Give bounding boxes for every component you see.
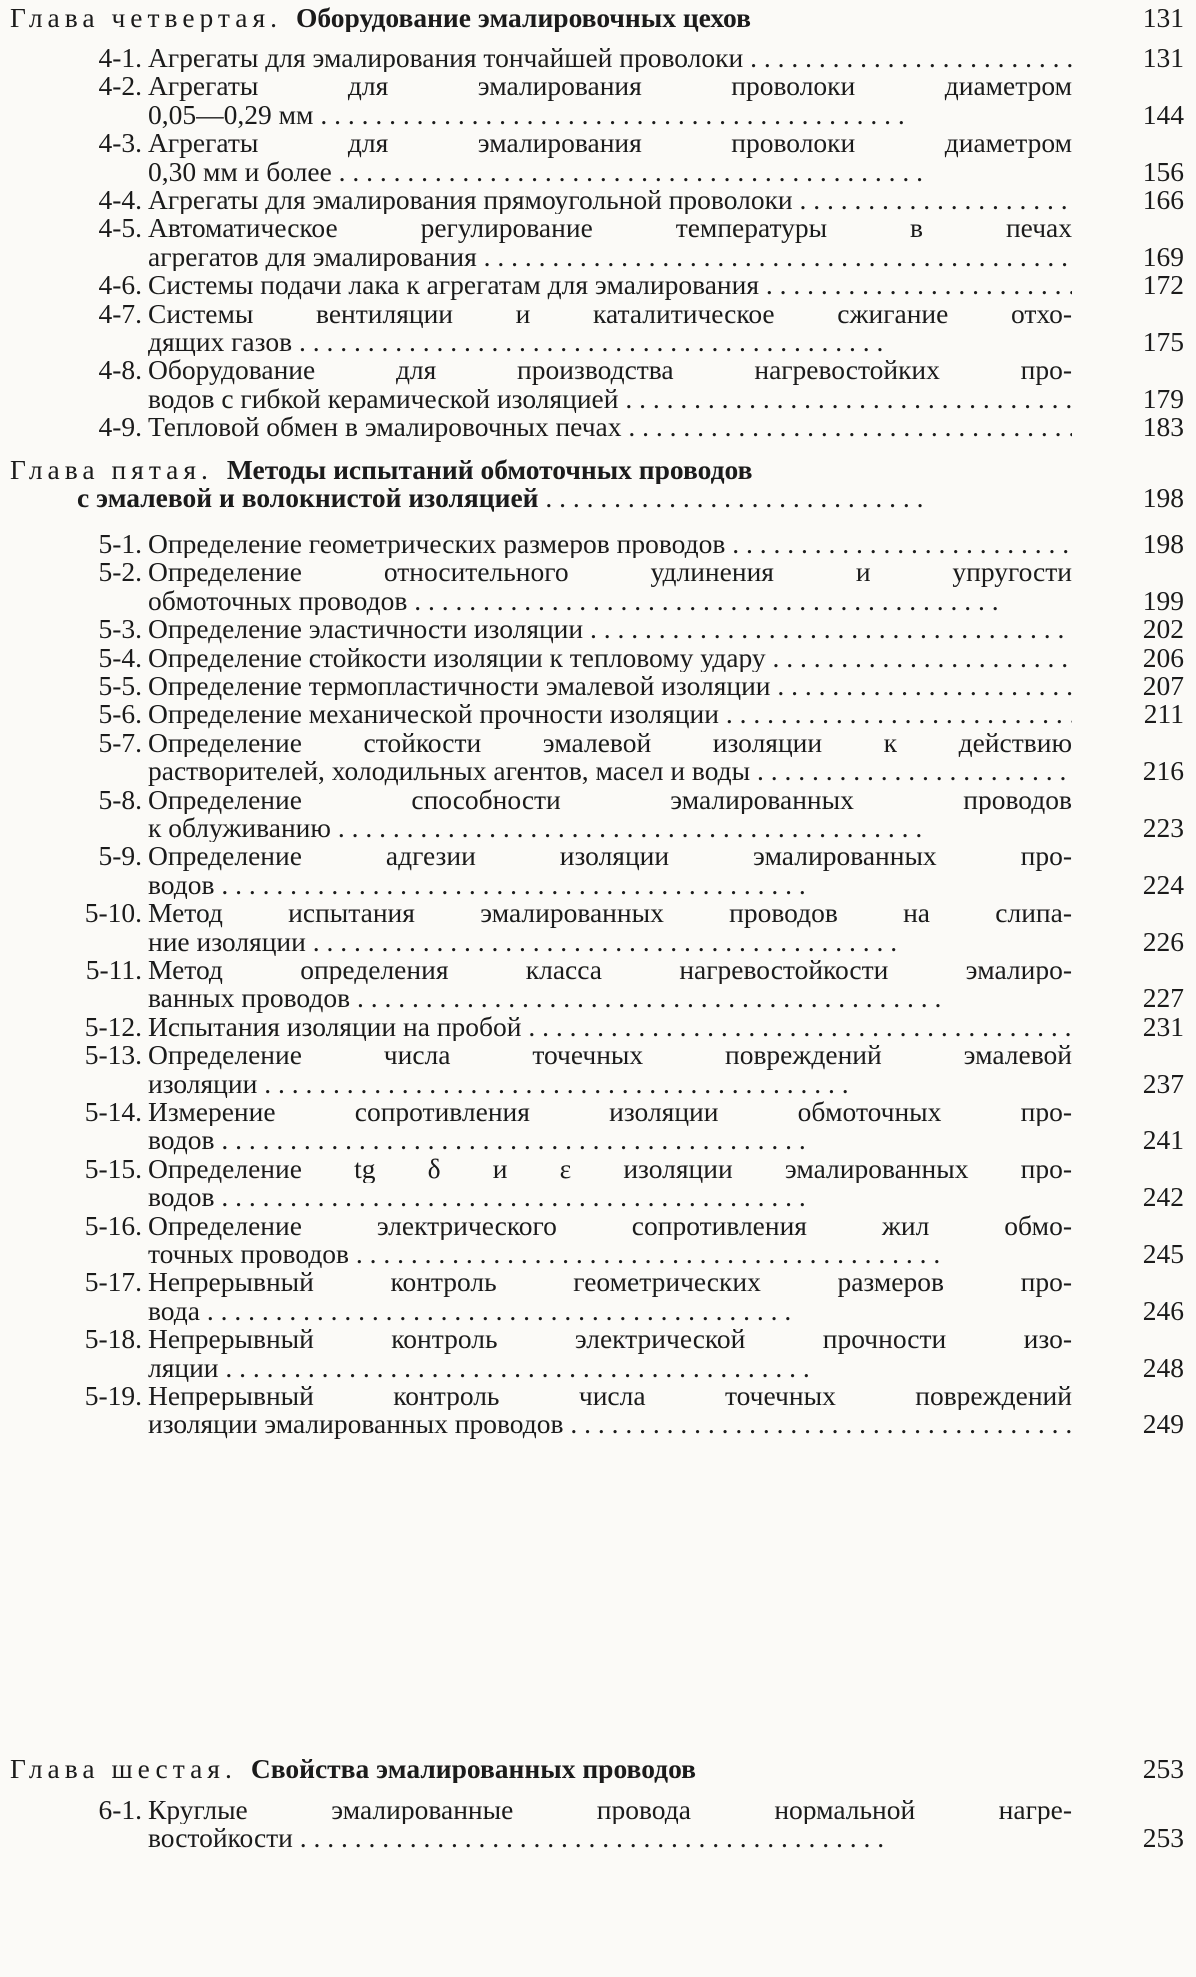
toc-entry (0, 558, 1196, 615)
section-title-text: Определение относительного удлинения и упругости (148, 558, 1072, 587)
section-title-text: Определение стойкости эмалевой изоляции к действию (148, 728, 1072, 758)
section-title-text: Определение термопластичности эмалевой изоляции (148, 672, 771, 701)
section-title-line (148, 1041, 1072, 1069)
section-number: 5-8. (98, 783, 142, 815)
section-number: 5-18. (84, 1323, 142, 1355)
section-number: 5-3. (98, 613, 142, 645)
chapter-heading (0, 1755, 1196, 1783)
section-title-text: Измерение сопротивления изоляции обмоточных про- (148, 1098, 1072, 1127)
section-title-line (148, 558, 1072, 586)
section-title-text: Метод определения класса нагревостойкости эмалиро- (148, 956, 1072, 985)
dot-leader (771, 672, 1072, 700)
chapter-page-number: 198 (1142, 482, 1184, 513)
section-title-text: Определение механической прочности изоляции (148, 700, 719, 729)
section-number: 5-13. (84, 1039, 142, 1071)
section-title-text: растворителей, холодильных агентов, масел и воды (148, 757, 751, 786)
toc-entry (0, 672, 1196, 700)
dot-leader (793, 186, 1072, 214)
chapter-heading-line (10, 4, 1072, 32)
section-title-text: водов (148, 1183, 215, 1212)
dot-leader (725, 530, 1072, 558)
section-title-text: изоляции эмалированных проводов (148, 1410, 564, 1439)
section-title-text: агрегатов для эмалирования (148, 242, 477, 272)
section-title-line (148, 413, 1072, 441)
dot-leader (766, 644, 1072, 672)
section-title-text: Испытания изоляции на пробой (148, 1012, 522, 1042)
chapter-title: Свойства эмалированных проводов (250, 1755, 696, 1784)
dot-leader (622, 413, 1073, 441)
dot-leader (618, 385, 1072, 413)
section-number: 5-15. (84, 1152, 142, 1184)
section-title-line (148, 729, 1072, 757)
section-title-line (148, 814, 1072, 842)
toc-entry (0, 1325, 1196, 1382)
section-number: 5-7. (98, 726, 142, 758)
section-page-number: 246 (1142, 1294, 1184, 1326)
toc-entry (0, 1268, 1196, 1325)
section-title-text: Непрерывный контроль геометрических размеров про- (148, 1268, 1072, 1297)
section-page-number: 211 (1143, 698, 1184, 730)
chapter-title: Оборудование эмалировочных цехов (296, 4, 751, 33)
section-title-text: Агрегаты для эмалирования проволоки диаметром (148, 72, 1072, 101)
section-title-text: Определение адгезии изоляции эмалированных про- (148, 842, 1072, 871)
toc-entry (0, 1796, 1196, 1853)
dot-leader (750, 757, 1072, 785)
section-number: 4-2. (98, 70, 142, 102)
dot-leader (583, 615, 1072, 643)
section-title-line (148, 530, 1072, 558)
dot-leader (743, 44, 1072, 72)
section-page-number: 156 (1142, 155, 1184, 187)
section-title-line (148, 1382, 1072, 1410)
section-title-text: Определение способности эмалированных проводов (148, 785, 1072, 814)
chapter-label: Глава шестая. (10, 1755, 237, 1784)
section-title-text: Метод испытания эмалированных проводов на слипа- (148, 899, 1072, 928)
section-title-text: Круглые эмалированные провода нормальной нагре- (148, 1796, 1072, 1825)
section-page-number: 249 (1142, 1408, 1184, 1440)
toc-entry (0, 1209, 1196, 1269)
toc-entry (0, 129, 1196, 186)
section-title-text: Определение tg δ и ε изоляции эмалированных про- (148, 1154, 1072, 1184)
section-title-line (148, 644, 1072, 672)
section-title-text: Определение числа точечных повреждений эмалевой (148, 1041, 1072, 1070)
section-number: 5-19. (84, 1380, 142, 1411)
section-number: 4-5. (98, 212, 142, 244)
section-number: 4-4. (98, 184, 142, 215)
section-title-text: обмоточных проводов (148, 586, 408, 616)
toc-entry (0, 186, 1196, 214)
section-title-text: вода (148, 1296, 200, 1326)
section-page-number: 237 (1142, 1067, 1184, 1099)
section-title-text: Определение геометрических размеров проводов (148, 530, 726, 559)
dot-leader (407, 587, 998, 615)
section-title-line (148, 1098, 1072, 1126)
dot-leader (306, 928, 897, 956)
section-page-number: 227 (1142, 982, 1184, 1014)
section-title-line (148, 786, 1072, 814)
toc-entry (0, 1152, 1196, 1213)
section-title-line (148, 158, 1072, 186)
chapter-title: Методы испытаний обмоточных проводов (226, 456, 753, 485)
section-title-line (148, 1824, 1072, 1852)
section-title-line (148, 214, 1072, 242)
section-title-line (148, 271, 1072, 299)
dot-leader (521, 1013, 1072, 1041)
section-title-text: Агрегаты для эмалирования проволоки диаметром (148, 129, 1072, 158)
section-title-line (148, 842, 1072, 870)
section-title-text: 0,30 мм и более (148, 157, 332, 186)
toc-entry (0, 413, 1196, 441)
section-title-line (148, 1212, 1072, 1240)
section-page-number: 231 (1142, 1010, 1184, 1042)
section-page-number: 245 (1142, 1237, 1184, 1269)
section-title-line (148, 328, 1072, 356)
chapter-page-number: 253 (1142, 1753, 1184, 1784)
dot-leader (293, 1824, 884, 1852)
section-number: 4-7. (98, 297, 142, 329)
section-title-line (148, 1297, 1072, 1325)
section-title-text: Определение стойкости изоляции к тепловому удару (148, 643, 766, 672)
toc-entry (0, 1041, 1196, 1098)
section-page-number: 179 (1142, 382, 1184, 414)
section-title-line (148, 1796, 1072, 1824)
section-title-line (148, 1325, 1072, 1353)
section-title-text: 0,05—0,29 мм (148, 100, 314, 130)
section-page-number: 169 (1142, 240, 1184, 272)
section-page-number: 226 (1142, 925, 1184, 957)
section-number: 4-9. (98, 411, 142, 443)
section-number: 5-6. (98, 698, 142, 730)
section-title-line (148, 587, 1072, 615)
section-number: 5-11. (85, 954, 142, 985)
toc-entry (0, 641, 1196, 673)
chapter-label: Глава пятая. (10, 456, 213, 485)
section-page-number: 144 (1142, 98, 1184, 130)
section-title-line (148, 1155, 1072, 1183)
toc-entry (0, 615, 1196, 643)
section-number: 4-8. (98, 354, 142, 386)
section-title-line (148, 1013, 1072, 1041)
section-title-line (148, 1240, 1072, 1268)
dot-leader (350, 984, 941, 1012)
section-page-number: 183 (1142, 411, 1184, 443)
section-title-text: Агрегаты для эмалирования тончайшей проволоки (148, 44, 744, 73)
section-title-line (148, 1354, 1072, 1382)
section-page-number: 253 (1142, 1822, 1184, 1854)
toc-entry (0, 1010, 1196, 1042)
dot-leader (563, 1410, 1072, 1438)
section-number: 5-4. (98, 641, 142, 673)
section-number: 5-1. (98, 528, 142, 559)
dot-leader (539, 484, 924, 512)
dot-leader (313, 101, 904, 129)
section-title-text: востойкости (148, 1824, 293, 1853)
toc-entry (0, 72, 1196, 129)
toc-entry (0, 956, 1196, 1013)
section-page-number: 199 (1142, 584, 1184, 616)
section-title-line (148, 1410, 1072, 1438)
section-title-text: Оборудование для производства нагревостойких про- (148, 356, 1072, 385)
section-title-text: Непрерывный контроль электрической прочности изо- (148, 1325, 1072, 1354)
dot-leader (759, 271, 1072, 299)
dot-leader (719, 700, 1072, 728)
section-title-line (148, 101, 1072, 129)
section-page-number: 131 (1142, 42, 1184, 73)
toc-entry (0, 700, 1196, 728)
section-title-text: ние изоляции (148, 927, 306, 956)
chapter-title-continued: с эмалевой и волокнистой изоляцией (77, 484, 539, 513)
section-page-number: 202 (1142, 613, 1184, 645)
section-title-text: Агрегаты для эмалирования прямоугольной проволоки (148, 186, 793, 215)
section-title-text: водов (148, 1126, 215, 1155)
dot-leader (214, 1126, 805, 1154)
section-title-text: точных проводов (148, 1239, 350, 1269)
dot-leader (292, 328, 883, 356)
dot-leader (331, 814, 922, 842)
section-number: 5-9. (98, 840, 142, 872)
chapter-heading-line (10, 456, 1072, 484)
section-page-number: 206 (1142, 641, 1184, 673)
section-title-line (148, 1070, 1072, 1098)
dot-leader (332, 158, 923, 186)
section-title-line (148, 1183, 1072, 1211)
section-title-text: Автоматическое регулирование температуры в печах (148, 214, 1072, 243)
section-title-line (148, 44, 1072, 72)
section-number: 4-3. (98, 127, 142, 159)
section-number: 5-10. (84, 897, 142, 929)
toc-entry (0, 44, 1196, 72)
section-page-number: 248 (1142, 1351, 1184, 1383)
dot-leader (477, 243, 1068, 271)
chapter-page-number: 131 (1142, 2, 1184, 33)
toc-entry (0, 356, 1196, 413)
dot-leader (214, 1183, 805, 1211)
section-title-text: Системы подачи лака к агрегатам для эмалирования (148, 271, 759, 300)
dot-leader (214, 871, 805, 899)
section-page-number: 172 (1142, 269, 1184, 301)
section-page-number: 175 (1142, 325, 1184, 357)
section-title-line (148, 984, 1072, 1012)
section-title-text: Тепловой обмен в эмалировочных печах (148, 413, 622, 442)
section-page-number: 224 (1142, 868, 1184, 900)
toc-entry (0, 214, 1196, 271)
section-number: 5-17. (84, 1266, 142, 1298)
section-title-line (148, 385, 1072, 413)
section-title-line (148, 871, 1072, 899)
section-number: 5-2. (98, 556, 142, 588)
section-title-line (148, 672, 1072, 700)
section-title-text: ванных проводов (148, 984, 351, 1013)
section-title-line (148, 186, 1072, 214)
section-title-text: водов (148, 870, 215, 900)
section-title-line (148, 757, 1072, 785)
section-title-line (148, 300, 1072, 328)
toc-entry (0, 271, 1196, 299)
toc-entry (0, 899, 1196, 956)
toc-entry (0, 842, 1196, 899)
section-title-line (148, 700, 1072, 728)
section-page-number: 207 (1142, 670, 1184, 701)
dot-leader (219, 1354, 810, 1382)
section-title-line (148, 129, 1072, 157)
section-number: 4-6. (98, 269, 142, 301)
toc-entry (0, 530, 1196, 558)
section-number: 5-12. (84, 1010, 142, 1042)
section-page-number: 166 (1142, 184, 1184, 215)
section-title-line (148, 615, 1072, 643)
section-title-line (148, 956, 1072, 984)
section-title-line (148, 899, 1072, 927)
section-number: 4-1. (98, 42, 142, 73)
section-number: 5-5. (98, 670, 142, 701)
section-number: 5-14. (84, 1096, 142, 1127)
section-title-text: дящих газов (148, 327, 293, 357)
section-title-line (148, 356, 1072, 384)
section-page-number: 216 (1142, 755, 1184, 787)
section-title-line (148, 928, 1072, 956)
chapter-heading (0, 456, 1196, 513)
section-page-number: 241 (1142, 1124, 1184, 1156)
toc-entry (0, 297, 1196, 357)
toc-entry (0, 726, 1196, 787)
dot-leader (349, 1240, 940, 1268)
section-title-text: изоляции (148, 1069, 258, 1098)
section-page-number: 198 (1142, 528, 1184, 559)
section-title-text: ляции (148, 1353, 219, 1382)
section-title-line (148, 243, 1072, 271)
chapter-label: Глава четвертая. (10, 4, 283, 33)
chapter-heading (0, 4, 1196, 32)
toc-entry (0, 783, 1196, 843)
section-title-text: Определение эластичности изоляции (148, 615, 584, 644)
section-title-line (148, 1268, 1072, 1296)
toc-entry (0, 1382, 1196, 1439)
section-title-text: Непрерывный контроль числа точечных повреждений (148, 1382, 1072, 1411)
section-title-line (148, 72, 1072, 100)
section-title-line (148, 1126, 1072, 1154)
section-number: 5-16. (84, 1209, 142, 1241)
section-title-text: водов с гибкой керамической изоляцией (148, 384, 619, 414)
chapter-heading-line (77, 484, 1072, 512)
dot-leader (200, 1297, 791, 1325)
section-page-number: 242 (1142, 1181, 1184, 1213)
section-title-text: Определение электрического сопротивления жил обмо- (148, 1211, 1072, 1240)
section-number: 6-1. (98, 1794, 142, 1825)
section-title-text: к облуживанию (148, 813, 331, 843)
toc-entry (0, 1098, 1196, 1155)
section-title-text: Системы вентиляции и каталитическое сжигание отхо- (148, 299, 1072, 328)
chapter-heading-line (10, 1755, 1072, 1783)
dot-leader (257, 1070, 848, 1098)
section-page-number: 223 (1142, 811, 1184, 843)
